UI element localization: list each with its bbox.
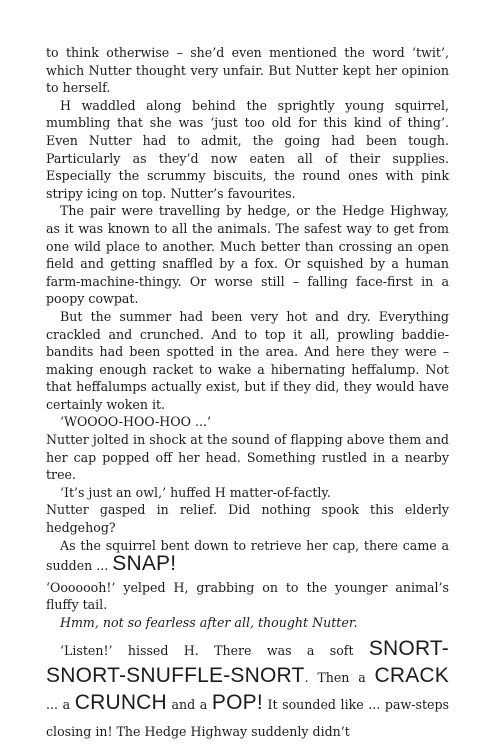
paragraph-12-text-b: . Then a — [304, 669, 366, 685]
paragraph-9-text: As the squirrel bent down to retrieve her cap, there came a sudden ... — [46, 537, 449, 574]
paragraph-12-text-c: ... a — [46, 696, 75, 712]
paragraph-9 — [46, 537, 449, 575]
book-page — [46, 44, 449, 745]
paragraph-12-text-d: and a — [166, 696, 212, 712]
paragraph-12 — [46, 637, 449, 745]
paragraph-12-text-a: ‘Listen!’ hissed H. There was a soft — [60, 642, 369, 658]
paragraph-12-text-e: It sounded like ... paw-steps closing in! The Hedge Highway suddenly didn’t — [46, 696, 450, 739]
sound-crunch: CRUNCH — [74, 690, 167, 714]
paragraph-8: Nutter gasped in relief. Did nothing spook this elderly hedgehog? — [46, 502, 449, 536]
paragraph-1: to think otherwise – she’d even mentioned the word ‘twit’, which Nutter thought very unfair. But Nutter kept her opinion to herself. — [46, 45, 449, 96]
paragraph-11 — [46, 614, 449, 632]
paragraph-owl-call: ‘WOOOO-HOO-HOO ...’ — [60, 414, 211, 430]
sound-pop: POP! — [211, 690, 263, 714]
paragraph-11-text: Hmm, not so fearless after all, thought Nutter. — [60, 615, 358, 630]
paragraph-3: The pair were travelling by hedge, or the Hedge Highway, as it was known to all the animals. The safest way to get from one wild place to another. Much better than crossing an open field and getting snaffled by a fox. Or squished by a human farm-machine-thingy. Or worse still – falling face-first in a poopy cowpat. — [46, 203, 449, 307]
sound-snap: SNAP! — [112, 552, 177, 576]
paragraph-2: H waddled along behind the sprightly young squirrel, mumbling that she was ‘just too old for this kind of thing’. Even Nutter had to admit, the going had been tough. Particularly as they’d now eaten all of their supplies. Especially the scrummy biscuits, the round ones with pink stripy icing on top. Nutter’s favourites. — [46, 97, 449, 201]
sound-snort-2: SNORT-SNUFFLE-SNORT — [46, 663, 305, 687]
paragraph-7: ‘It’s just an owl,’ huffed H matter-of-factly. — [60, 484, 331, 500]
paragraph-4: But the summer had been very hot and dry. Everything crackled and crunched. And to top it all, prowling baddie-bandits had been spotted in the area. And here they were – making enough racket to wake a hibernating heffalump. Not that heffalumps actually exist, but if they did, they would have certainly woken it. — [46, 308, 449, 412]
paragraph-10: ‘Ooooooh!’ yelped H, grabbing on to the younger animal’s fluffy tail. — [46, 579, 449, 613]
paragraph-6: Nutter jolted in shock at the sound of flapping above them and her cap popped off her head. Something rustled in a nearby tree. — [46, 432, 449, 483]
sound-snort-1: SNORT- — [368, 636, 449, 660]
sound-crack: CRACK — [374, 663, 449, 687]
